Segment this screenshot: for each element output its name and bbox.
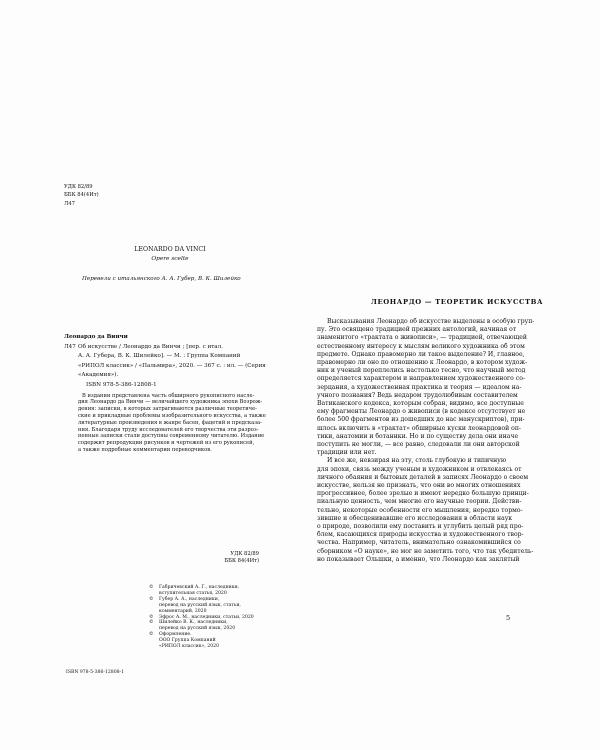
- copyright-block: [149, 585, 254, 650]
- biblio-code: Л47: [64, 343, 76, 350]
- body-text-line: определяется характером и направлением художественного со-: [317, 375, 525, 383]
- biblio-author: Леонардо да Винчи: [64, 334, 128, 340]
- isbn-line: ISBN 978-5-386-12808-1: [86, 381, 157, 388]
- body-text-line: прогрессивнее, более зрелые и имеют нередко большую принци-: [317, 490, 529, 498]
- original-title: LEONARDO DA VINCI: [134, 246, 206, 253]
- biblio-line: «РИПОЛ классик» / «Пальмира», 2020. — 367 с. : ил. — (Серия: [78, 362, 266, 369]
- right-page-text: [300, 0, 600, 750]
- body-text-line: ник и ученый переплелись настолько тесно, что научный метод: [317, 367, 526, 375]
- body-text-line: предмете. Однако правомерно ли такое выделение? И, главное,: [317, 350, 525, 358]
- copyright-item: © Габричевский А. Г., наследники, вступительная статья, 2020: [149, 585, 240, 596]
- bibliographic-record: [64, 333, 266, 565]
- udk-top-block: [64, 183, 99, 208]
- body-text-line: личного обаяния и бытовых деталей в записях Леонардо о своем: [317, 473, 529, 481]
- body-text-line: ему фрагменты Леонардо о живописи (в кодексе отсутствует не: [317, 408, 526, 416]
- annotation: В издании представлена часть обширного рукописного насле- дия Леонардо да Винчи — величайшего художника эпохи Возрож- дения: записки, в которых затрагиваются различные теоретиче- ские и прикладные проблемы изобразительного искусства, а также литературные произведения в жанре басен, фацетий и предсказа- ния. Благодаря труду исследователей его творчества эти разроз- ненные записки стали доступны современному читателю. Издание содержит репродукции рисунков и чертежей из его рукописей, а также подробные комментарии переводчиков.: [78, 392, 266, 453]
- body-text: [317, 318, 567, 564]
- body-text-line: пиальную ценность, чем многие его научные теории. Действи-: [317, 498, 522, 506]
- udk-code: УДК 82/89: [64, 184, 93, 190]
- biblio-line: А. А. Губера, В. К. Шилейко]. — М. : Группа Компаний: [78, 353, 241, 360]
- body-text-line: шлось включить в «трактат» обширные куски леонардовой оп-: [317, 424, 521, 432]
- body-text-line: поступить не могли, — все равно, следовали ли они авторской: [317, 441, 520, 449]
- author-sign: Л47: [64, 200, 75, 207]
- body-text-line: пу. Это освящено традицией прежних антологий, начиная от: [317, 326, 517, 334]
- body-text-line: И все же, невзирая на эту, столь глубокую и типичную: [327, 457, 507, 465]
- copyright-item: © Оформление. ООО Группа Компаний «РИПОЛ классик», 2020: [149, 632, 220, 650]
- body-text-line: но показывает Ольшки, а именно, что Леонардо как заклятый: [317, 555, 520, 563]
- body-text-line: Высказывания Леонардо об искусстве выделены в особую груп-: [327, 318, 535, 325]
- body-text-line: для эпохи, связь между ученым и художником и отвлекаясь от: [317, 465, 522, 473]
- biblio-line: Л47 Об искусстве / Леонардо да Винчи ; [пер. с итал.: [64, 343, 259, 353]
- body-text-line: традиции или нет.: [317, 449, 377, 457]
- copyright-item: © Шилейко В. К., наследники, перевод на русский язык, 2020: [149, 620, 236, 632]
- body-text-line: тики, анатомии и ботаники. Но и по существу дела они иначе: [317, 432, 519, 440]
- body-text-line: более 500 фрагментов из дошедших до нас манускриптов), при-: [317, 416, 525, 424]
- page-number: 5: [506, 614, 511, 622]
- copyright-item: © Эфрос А. М., наследники, статьи, 2020: [149, 614, 254, 620]
- biblio-line: «Академия»).: [78, 372, 119, 379]
- body-text-line: зившие и обесценивавшие его исследования в области наук: [317, 514, 513, 522]
- udk-bottom-block: УДК 82/89 ББК 84(4Ит): [224, 551, 259, 565]
- body-text-line: о природе, позволили ему поставить и углубить целый ряд про-: [317, 523, 524, 531]
- isbn-footer: ISBN 978-5-386-12808-1: [66, 670, 125, 675]
- body-text-line: естественному интересу к мыслям великого художника об этом: [317, 342, 525, 350]
- body-text-line: учного познания? Ведь недаром трудолюбивым составителем: [317, 391, 518, 399]
- copyright-item: © Губер А. А., наследники, перевод на русский язык, статьи, комментарий, 2020: [149, 596, 241, 614]
- body-text-line: искусстве, нельзя не признать, что они во многих отношениях: [317, 482, 521, 490]
- body-text-line: блем, касающихся природы искусства и художественного твор-: [317, 531, 524, 539]
- body-text-line: чества. Например, читатель, внимательно ознакомившийся со: [317, 539, 521, 547]
- body-text-line: сборником «О науке», не мог не заметить того, что так убедитель-: [317, 547, 534, 555]
- body-text-line: зерцания, а художественная практика и теория — идеалом на-: [317, 383, 522, 391]
- body-text-line: Ватиканского кодекса, которым собран, видимо, все доступные: [317, 400, 524, 408]
- original-subtitle: Opere scelte: [151, 256, 189, 262]
- body-text-line: знаменитого «трактата о живописи», — традицией, отвечающей: [317, 334, 527, 342]
- chapter-title: ЛЕОНАРДО — ТЕОРЕТИК ИСКУССТВА: [370, 298, 544, 306]
- translators-note: Перевели с итальянского А. А. Губер, В. К. Шилейко: [82, 276, 241, 282]
- body-text-line: правомерно ли оно по отношению к Леонардо, в котором худож-: [317, 359, 528, 367]
- body-text-line: тельно, некоторые особенности его мышления, нередко тормо-: [317, 506, 523, 514]
- bbk-code: ББК 84(4Ит): [64, 192, 99, 199]
